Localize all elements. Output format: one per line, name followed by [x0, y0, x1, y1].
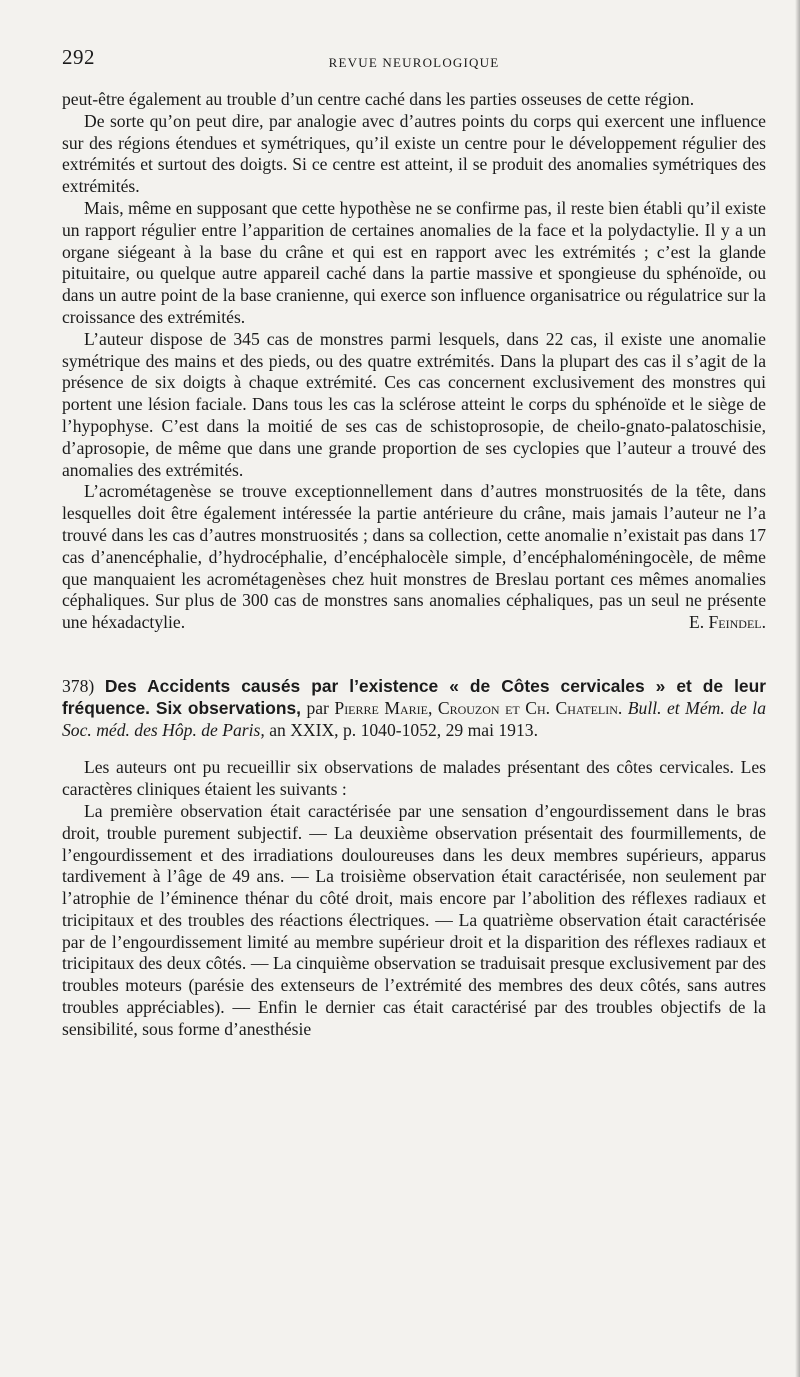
entry-authors: Pierre Marie, Crouzon et Ch. Chatelin. [334, 697, 623, 718]
paragraph: L’acrométagenèse se trouve exceptionnellement dans d’autres monstruosités de la tête, dans lesquelles doit être également intéressée la partie antérieure du crâne, mais jamais l’auteur ne l’a trouvé dans les cas d’autres monstruosités ; dans sa collection, cette anomalie n’existait pas dans 17 cas d’anencéphalie, d’hydrocéphalie, d’encéphalocèle simple, d’encéphaloméningocèle, de même que manquaient les acrométagenèses chez huit monstres de Breslau portant ces mêmes anomalies céphaliques. Sur plus de 300 cas de monstres sans anomalies céphaliques, pas un seul ne présente une héxadactylie. [62, 481, 766, 633]
paragraph: Les auteurs ont pu recueillir six observations de malades présentant des côtes cervicales. Les caractères cliniques étaient les suivants : [62, 757, 766, 800]
entry-citation: an XXIX, p. 1040-1052, 29 mai 1913. [269, 719, 538, 740]
scan-page-edge [795, 0, 800, 1377]
paragraph: La première observation était caractérisée par une sensation d’engourdissement dans le bras droit, trouble purement subjectif. — La deuxième observation présentait des fourmillements, de l’engourdissement et des irradiations douloureuses dans les deux membres supérieurs, apparus tardivement à l’âge de 49 ans. — La troisième observation était caractérisée, non seulement par l’atrophie de l’éminence thénar du côté droit, mais encore par l’abolition des réflexes radiaux et tricipitaux et des troubles des réactions électriques. — La quatrième observation était caractérisée par de l’engourdissement limité au membre supérieur droit et la disparition des réflexes radiaux et tricipitaux des deux côtés. — La cinquième observation se traduisait presque exclusivement par des troubles moteurs (parésie des extenseurs de l’extrémité des membres des deux côtés, sans autres troubles appréciables). — Enfin le dernier cas était caractérisé par des troubles objectifs de la sensibilité, sous forme d’anesthésie [62, 800, 766, 1039]
abstract-entry-body [62, 757, 766, 1040]
entry-title: Des Accidents causés par l’existence « de Côtes cervicales » et de leur fréquence. Six observations, [62, 675, 766, 718]
running-title: REVUE NEUROLOGIQUE [328, 55, 500, 70]
entry-number: 378) [62, 675, 95, 696]
entry-source: Bull. et Mém. de la Soc. méd. des Hôp. de Paris, [62, 697, 766, 740]
page-number: 292 [62, 45, 95, 69]
paragraph: De sorte qu’on peut dire, par analogie avec d’autres points du corps qui exercent une influence sur des régions étendues et symétriques, qu’il existe un centre pour le développement régulier des extrémités et surtout des doigts. Si ce centre est atteint, il se produit des anomalies symétriques des extrémités. [62, 110, 766, 197]
journal-page [62, 45, 766, 1041]
paragraph: Mais, même en supposant que cette hypothèse ne se confirme pas, il reste bien établi qu’il existe un rapport régulier entre l’apparition de certaines anomalies de la face et la polydactylie. Il y a un organe siégeant à la base du crâne et qui est en rapport avec les extrémités ; c’est la glande pituitaire, ou quelque autre appareil caché dans la partie massive et spongieuse du sphénoïde, ou dans un autre point de la base cranienne, qui exerce son influence organisatrice ou régulatrice sur la croissance des extrémités. [62, 197, 766, 327]
previous-article-text [62, 89, 766, 634]
paragraph: L’auteur dispose de 345 cas de monstres parmi lesquels, dans 22 cas, il existe une anomalie symétrique des mains et des pieds, ou des quatre extrémités. Dans la plupart des cas il s’agit de la présence de six doigts à chaque extrémité. Ces cas concernent exclusivement des monstres qui portent une lésion faciale. Dans tous les cas la sclérose atteint le corps du sphénoïde et le siège de l’hypophyse. C’est dans la moitié de ses cas de schistoprosopie, de cheilo-gnato-palatoschisie, d’aprosopie, de même que dans une grande proportion de ses cyclopies que l’auteur a trouvé des anomalies des extrémités. [62, 328, 766, 480]
abstract-entry-header [62, 676, 766, 741]
article-signature: E. Feindel. [688, 612, 766, 633]
page-header [62, 45, 766, 73]
paragraph: peut-être également au trouble d’un centre caché dans les parties osseuses de cette région. [62, 89, 695, 109]
entry-by: par [306, 697, 329, 718]
